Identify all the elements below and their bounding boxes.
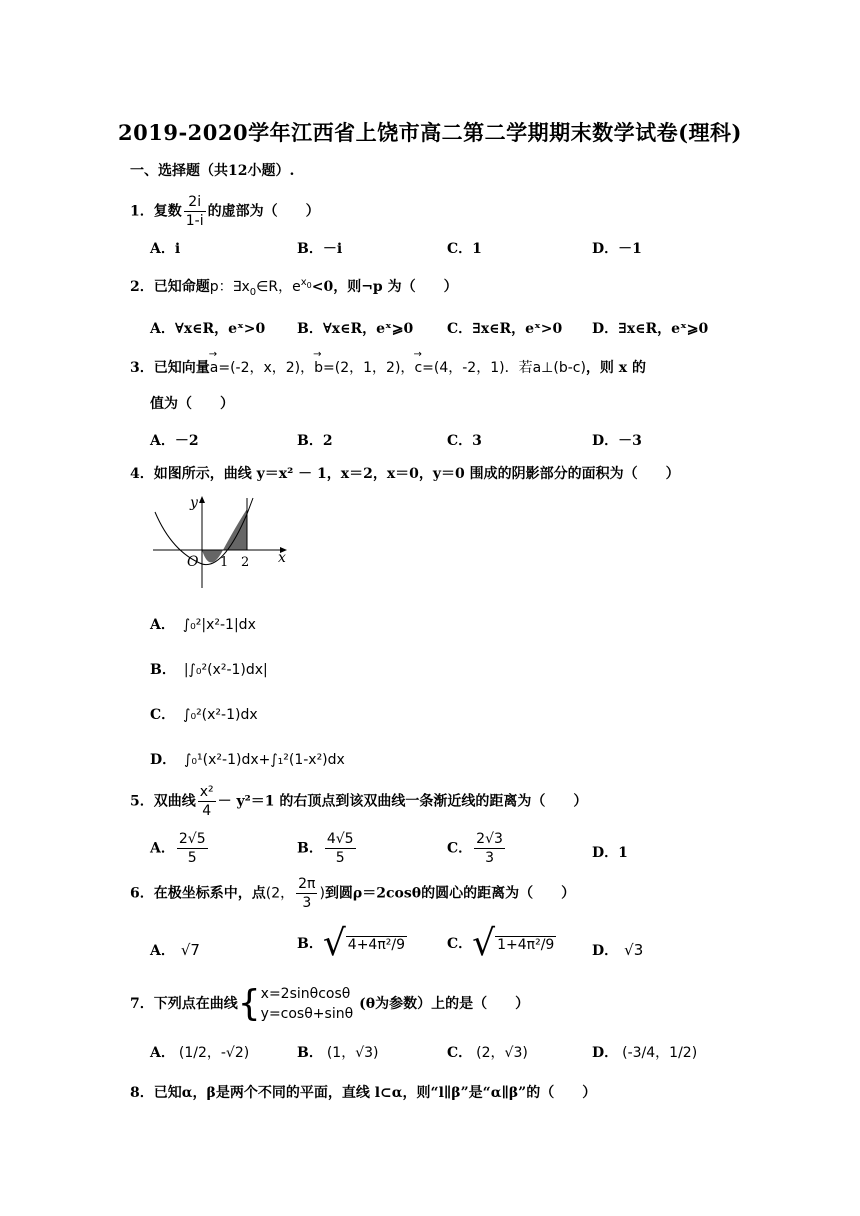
question-number: 8． xyxy=(130,1085,154,1101)
question-number: 3． xyxy=(130,360,154,376)
question-text: 双曲线 xyxy=(153,793,196,810)
option-b: B．√ 4+4π²/9 xyxy=(297,923,406,964)
question-text: 已知向量 xyxy=(153,360,210,376)
integral-expression: ∫₀¹(x²-1)dx+∫₁²(1-x²)dx xyxy=(184,752,345,768)
option-d: D． (-3/4，1/2) xyxy=(592,1045,698,1061)
option-a: A．∀x∈R，eˣ>0 xyxy=(150,321,266,337)
option-b: B．－i xyxy=(297,241,343,257)
question-3-line2: 值为（ ） xyxy=(150,396,234,412)
vector-b: → b xyxy=(314,360,323,376)
question-7 xyxy=(130,984,529,1024)
question-6 xyxy=(130,875,575,912)
option-d: D．－1 xyxy=(592,241,642,257)
shaded-region-1-2 xyxy=(223,509,247,550)
vector-c-value: =(4，-2，1)．若 xyxy=(422,360,533,376)
origin-label: O xyxy=(187,554,199,570)
parametric-system: x=2sinθcosθ y=cosθ+sinθ xyxy=(260,986,354,1022)
question-text: 的虚部为（ ） xyxy=(207,203,320,220)
question-3 xyxy=(130,357,646,377)
question-text: <0，则¬p 为（ ） xyxy=(311,279,458,295)
q4-option-c xyxy=(150,704,258,724)
question-text: (θ为参数）上的是（ ） xyxy=(359,996,530,1012)
option-d: D．∃x∈R，eˣ⩾0 xyxy=(592,321,709,337)
option-d: D． √3 xyxy=(592,941,644,959)
question-text: 在极坐标系中，点 xyxy=(153,885,266,902)
integral-expression: ∫₀²|x²-1|dx xyxy=(182,617,256,633)
option-b: B． $\frac{4√5}{5}$ xyxy=(297,831,354,866)
point-close: ) xyxy=(319,885,325,902)
option-b: B．∀x∈R，eˣ⩾0 xyxy=(297,321,414,337)
question-1 xyxy=(130,193,320,230)
question-number: 4． xyxy=(130,466,154,482)
vector-a: → a xyxy=(210,360,219,376)
question-text: 到圆ρ＝2cosθ的圆心的距离为（ ） xyxy=(324,885,576,902)
question-4 xyxy=(130,463,680,483)
option-c: C． (2，√3) xyxy=(447,1045,528,1061)
page-title: 2019-2020学年江西省上饶市高二第二学期期末数学试卷(理科) xyxy=(118,120,742,145)
option-d: D．－3 xyxy=(592,433,642,449)
vector-a-value: =(-2，x，2)， xyxy=(218,360,315,376)
tick-2: 2 xyxy=(241,555,250,570)
option-letter: C． xyxy=(150,707,176,723)
proposition: p：$\exists x_0\in R$，$e^{x_0}$ xyxy=(209,277,312,298)
question-number: 1． xyxy=(130,203,154,220)
integral-expression: |∫₀²(x²-1)dx| xyxy=(183,662,268,678)
vector-c: → c xyxy=(414,360,422,376)
fraction: $\frac{2\pi}{3}$ xyxy=(298,876,316,911)
option-c: C．∃x∈R，eˣ>0 xyxy=(447,321,563,337)
option-a: A． (1/2，-√2) xyxy=(150,1045,250,1061)
area-graph xyxy=(150,490,300,590)
q4-option-d xyxy=(150,749,345,769)
option-letter: B． xyxy=(150,662,176,678)
question-5 xyxy=(130,783,587,820)
question-number: 6． xyxy=(130,885,154,902)
option-a: A． $\frac{2√5}{5}$ xyxy=(150,831,206,866)
vector-b-value: =(2，1，2)， xyxy=(323,360,415,376)
option-a: A． √7 xyxy=(150,941,200,959)
question-text: 如图所示，曲线 y＝x² － 1，x＝2，x＝0，y＝0 围成的阴影部分的面积为（ ） xyxy=(153,466,680,482)
question-text: 已知α，β是两个不同的平面，直线 l⊂α，则“l∥β”是“α∥β”的（ ） xyxy=(153,1085,597,1101)
q4-option-b xyxy=(150,659,268,679)
q4-option-a xyxy=(150,614,256,634)
question-number: 5． xyxy=(130,793,154,810)
question-number: 7． xyxy=(130,996,154,1012)
option-a: A．i xyxy=(150,241,181,257)
question-number: 2． xyxy=(130,279,154,295)
option-c: C．√ 1+4π²/9 xyxy=(447,923,555,964)
option-letter: A． xyxy=(150,617,175,633)
fraction: $\frac{\text{x²}}{4}$ xyxy=(199,784,214,819)
perpendicular-condition: a⊥(b-c) xyxy=(532,360,586,376)
question-text: － y²＝1 的右顶点到该双曲线一条渐近线的距离为（ ） xyxy=(217,793,588,810)
section-heading: 一、选择题（共12小题）. xyxy=(130,163,295,179)
y-label: y xyxy=(190,495,198,511)
question-text: ，则 x 的 xyxy=(585,360,647,376)
integral-expression: ∫₀²(x²-1)dx xyxy=(183,707,258,723)
question-2 xyxy=(130,276,458,298)
option-b: B．2 xyxy=(297,433,333,449)
system-brace: { xyxy=(237,983,261,1024)
option-c: C． $\frac{2√3}{3}$ xyxy=(447,831,503,866)
option-a: A．－2 xyxy=(150,433,199,449)
question-8 xyxy=(130,1082,596,1102)
y-axis-arrow xyxy=(199,496,205,503)
option-letter: D． xyxy=(150,752,177,768)
option-d: D．1 xyxy=(592,845,628,861)
option-c: C．1 xyxy=(447,241,482,257)
x-label: x xyxy=(278,550,286,566)
tick-1: 1 xyxy=(220,555,229,570)
question-text: 复数 xyxy=(153,203,182,220)
option-c: C．3 xyxy=(447,433,482,449)
question-text: 已知命题 xyxy=(153,279,210,295)
option-b: B． (1，√3) xyxy=(297,1045,379,1061)
point-open: (2， xyxy=(265,885,295,902)
fraction: $\frac{2i}{1-i}$ xyxy=(185,194,204,229)
question-text: 下列点在曲线 xyxy=(153,996,238,1012)
